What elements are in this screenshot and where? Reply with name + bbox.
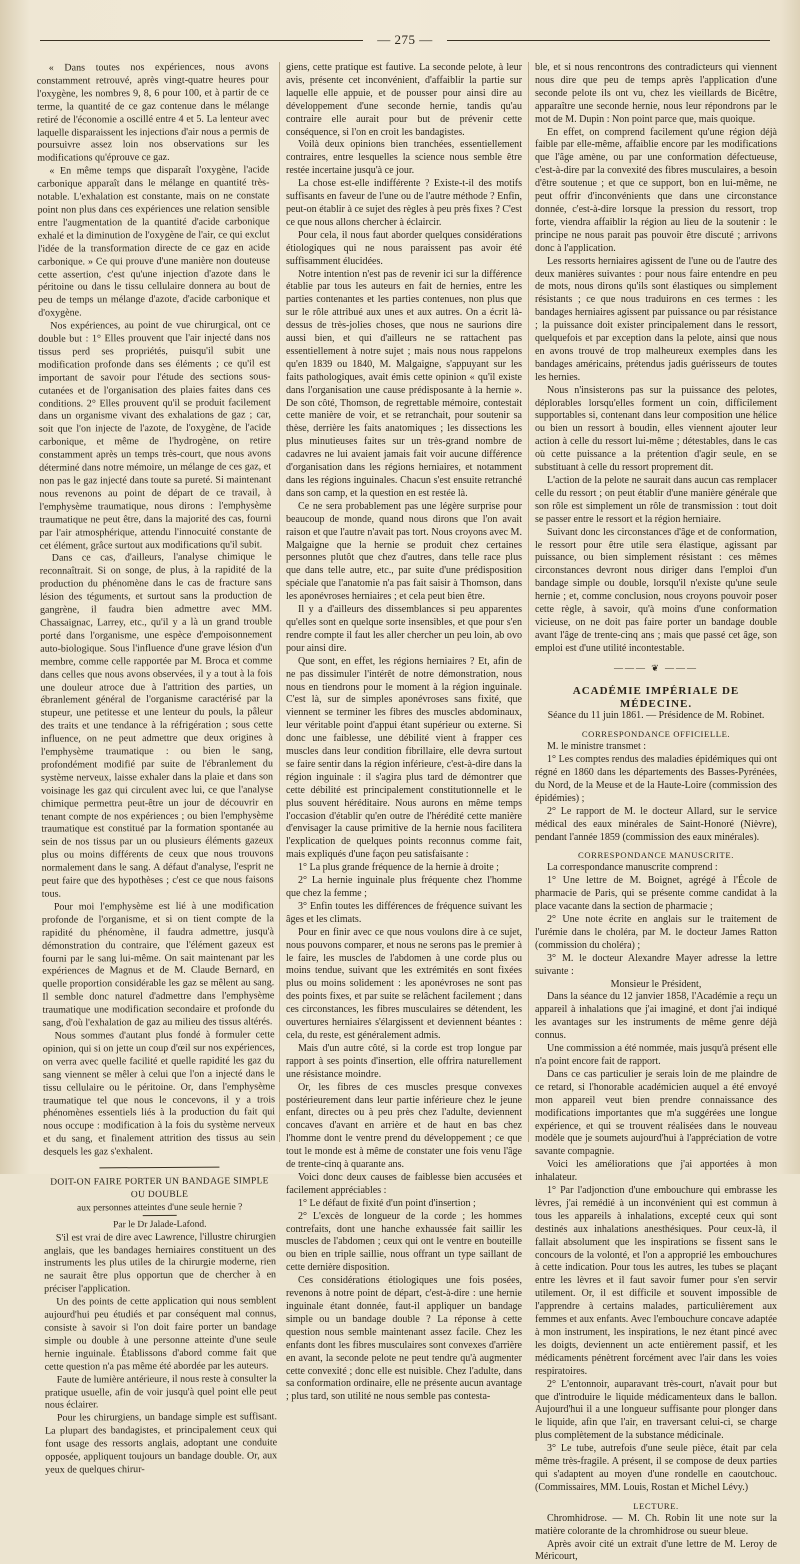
header-rule-left (40, 40, 363, 41)
list-item: 1° La plus grande fréquence de la hernie à droite ; (286, 862, 522, 875)
text-column-2 (286, 62, 522, 1152)
paragraph: 1° Par l'adjonction d'une embouchure qui embrasse les lèvres, j'ai remédié à un inconvénient qui est commun à tous les appareils à inhalations, excepté ceux qui sont destinés aux inhalations anesthésiques. Pour ceux-là, il fallait absolument que les inspirations se fissent sans le concours de la volonté, et l'on a approprié les embouchures à cette indication. Pour tous les autres, les tubes se plaçant entre les lèvres et il faut savoir fumer pour s'en servir utilement. Or, il est difficile et souvent impossible de l'apprendre à certains malades, particulièrement aux femmes et aux enfants. Avec l'embouchure concave adaptée à mon instrument, les inspirations, le nez étant pincé avec les doigts, deviennent un acte entièrement passif, et les médicaments pénètrent forcément avec l'air dans les voies respiratoires. (535, 1185, 777, 1379)
paragraph: Mais d'un autre côté, si la corde est trop longue par rapport à ses points d'insertion, elle offrira naturellement une résistance moindre. (286, 1043, 522, 1082)
paragraph: giens, cette pratique est fautive. La seconde pelote, à leur avis, présente cet inconvénient, d'affaiblir la partie sur laquelle elle appuie, et de pousser pour ainsi dire au développement d'une seconde hernie, tandis qu'au contraire elle aurait pour but de prévenir cette conséquence, si l'on en croit les bandagistes. (286, 62, 522, 139)
paragraph: 1° Les comptes rendus des maladies épidémiques qui ont régné en 1860 dans les départements des Basses-Pyrénées, du Nord, de la Meuse et de la Haute-Loire (commission des épidémies) ; (535, 754, 777, 806)
paragraph: 2° Le rapport de M. le docteur Allard, sur le service médical des eaux minérales de Saint-Honoré (Nièvre), pendant l'année 1859 (commission des eaux minérales). (535, 806, 777, 845)
subsection-title: CORRESPONDANCE OFFICIELLE. (535, 728, 777, 741)
paragraph: Voici donc deux causes de faiblesse bien accusées et facilement appréciables : (286, 1172, 522, 1198)
subsection-title: CORRESPONDANCE MANUSCRITE. (535, 849, 777, 862)
page-number: — 275 — (363, 32, 447, 48)
paragraph: Suivant donc les circonstances d'âge et de conformation, le ressort pour être utile sera élastique, agissant par puissance, ou bien simplement résistant : ces mêmes circonstances devront nous diriger dans l'emploi d'un bandage simple ou double, lorsqu'il n'existe qu'une seule hernie ; et, comme conclusion, nous croyons pouvoir poser cette règle, à savoir, qu'à moins d'une conformation vicieuse, on ne doit pas faire porter un bandage double avant l'âge de trente-cinq ans ; mais que passé cet âge, son emploi est d'une utilité incontestable. (535, 527, 777, 656)
paragraph: Ce ne sera probablement pas une légère surprise pour beaucoup de monde, quand nous dirons que l'on avait raison et que l'autre n'avait pas tort. Nous croyons avec M. Malgaigne que la hernie se produit chez certaines personnes plutôt que chez d'autres, dans telle race plus que dans telle autre, etc., par suite d'une prédisposition spéciale que l'anatomie n'a pas fait saisir à Thomson, dans les aponévroses herniaires ; et cela peut bien être. (286, 501, 522, 604)
section-title: ACADÉMIE IMPÉRIALE DE MÉDECINE. (535, 685, 777, 711)
article-subtitle: aux personnes atteintes d'une seule hernie ? (44, 1201, 276, 1215)
paragraph: Que sont, en effet, les régions herniaires ? Et, afin de ne pas dissimuler l'intérêt de notre démonstration, nous nous en tiendrons pour le moment à la région inguinale. C'est là, sur de simples aponévroses sans fixité, que viennent se terminer les fibres des muscles abdominaux, leur véritable point d'appui étant supérieur ou externe. Si donc une faiblesse, une débilité vient à frapper ces muscles dans leur condition fibrillaire, elle devra surtout se faire sentir dans la région inférieure, c'est-à-dire dans la région inguinale : il s'agira plus tard de démontrer que cette débilité est principalement constitutionnelle et le plus souvent héréditaire. Nous aurons en même temps l'occasion d'établir qu'en outre de l'hérédité cette manière d'envisager la cause primitive de la hernie nous facilitera l'explication de quelques points reconnus comme fait, mais expliqués d'une façon peu satisfaisante : (286, 656, 522, 863)
paragraph: En effet, on comprend facilement qu'une région déjà faible par elle-même, affaiblie encore par les modifications que l'âge amène, ou par une conformation défectueuse, c'est-à-dire par la convexité des fibres musculaires, a besoin d'être soutenue ; et que ce support, bon en lui-même, ne peut offrir d'inconvénients que dans une circonstance donnée, c'est-à-dire lorsque la pression du ressort, trop forte, viendra affaiblir la région au lieu de la soutenir : le principe ne nous parait pas pouvoir être discuté ; arrivons donc à l'application. (535, 127, 777, 256)
paragraph: 3° Le tube, autrefois d'une seule pièce, était par cela même très-fragile. A présent, il se compose de deux parties qui s'adaptent au moyen d'une rondelle en caoutchouc. (Commissaires, MM. Louis, Rostan et Michel Lévy.) (535, 1443, 777, 1495)
paragraph: Faute de lumière antérieure, il nous reste à consulter la pratique usuelle, afin de voir jusqu'à quel point elle peut nous éclairer. (45, 1373, 277, 1413)
text-column-3 (535, 62, 777, 1152)
paragraph: Une commission a été nommée, mais jusqu'à présent elle n'a point encore fait de rapport. (535, 1043, 777, 1069)
list-item: 2° L'excès de longueur de la corde ; les hommes contrefaits, dont une hanche exhaussée fait saillir les muscles de l'abdomen ; ceux qui ont le ventre en bouteille ou bien en triple saillie, nous offrant un type saillant de cette dernière disposition. (286, 1211, 522, 1276)
text-column-1 (37, 61, 276, 1152)
paragraph: Pour moi l'emphysème est lié à une modification profonde de l'organisme, et si on tient compte de la rapidité du phénomène, il faudra admettre, jusqu'à démonstration du contraire, que l'élément gazeux est fourni par le sang lui-même. On sait maintenant par les expériences de Magnus et de M. Claude Bernard, en quelle proportion considérable les gaz se mêlent au sang. Il semble donc naturel d'admettre dans l'emphysème traumatique une modification secondaire et profonde du sang, d'où l'exhalation de gaz au milieu des tissus altérés. (42, 900, 275, 1030)
paragraph: Pour cela, il nous faut aborder quelques considérations étiologiques qui ne nous paraissent pas avoir été suffisamment élucidées. (286, 230, 522, 269)
paragraph: Or, les fibres de ces muscles presque convexes postérieurement dans leur partie inférieure chez le jeune enfant, directes ou à peu près chez l'adulte, deviennent concaves d'avant en arrière et de haut en bas chez l'homme dont le ventre prend du développement ; ce que tout le monde est à même de constater une fois venu l'âge de trente-cinq à quarante ans. (286, 1082, 522, 1172)
list-item: 1° Le défaut de fixité d'un point d'insertion ; (286, 1198, 522, 1211)
title-rule (143, 1215, 177, 1216)
paragraph: Après avoir cité un extrait d'une lettre de M. Leroy de Méricourt, (535, 1539, 777, 1564)
paragraph: 2° Une note écrite en anglais sur le traitement de l'urémie dans le choléra, par M. le docteur James Ratton (commission du choléra) ; (535, 914, 777, 953)
list-item: 2° La hernie inguinale plus fréquente chez l'homme que chez la femme ; (286, 875, 522, 901)
paragraph: Voilà deux opinions bien tranchées, essentiellement contraires, entre lesquelles la science nous semble être restée incertaine jusqu'à ce jour. (286, 139, 522, 178)
paragraph: ble, et si nous rencontrons des contradicteurs qui viennent nous dire que peu de temps après l'application d'une seconde pelote ils ont vu, chez les vieillards de Bicêtre, apparaître une seconde hernie, nous leur répondrons par le mot de M. Dupin : Non point parce que, mais quoique. (535, 62, 777, 127)
paragraph: La chose est-elle indifférente ? Existe-t-il des motifs suffisants en faveur de l'une ou de l'autre méthode ? Enfin, peut-on établir à ce sujet des règles à peu près fixes ? C'est ce que nous allons chercher à éclaircir. (286, 178, 522, 230)
paragraph: Il y a d'ailleurs des dissemblances si peu apparentes qu'elles sont en quelque sorte insensibles, et que pour s'en rendre compte il faut les aller chercher un peu loin, ab ovo pour ainsi dire. (286, 604, 522, 656)
paragraph: L'action de la pelote ne saurait dans aucun cas remplacer celle du ressort ; on peut établir d'une manière générale que son rôle est simplement un rôle de transmission : tout doit se passer entre le ressort et la région herniaire. (535, 475, 777, 527)
column-divider-2 (528, 62, 529, 1142)
paragraph: 1° Une lettre de M. Boignet, agrégé à l'École de pharmacie de Paris, qui se présente comme candidat à la place vacante dans la section de pharmacie ; (535, 875, 777, 914)
paragraph: S'il est vrai de dire avec Lawrence, l'illustre chirurgien anglais, que les bandages herniaires constituent un des instruments les plus utiles de la chirurgie moderne, rien ne saurait être plus opportun que de chercher à en préciser l'application. (44, 1231, 276, 1297)
paragraph: 2° L'entonnoir, auparavant très-court, n'avait pour but que d'introduire le liquide médicamenteux dans le ballon. Aujourd'hui il a une longueur suffisante pour plonger dans le liquide, afin que l'air, en traversant celui-ci, se charge plus complètement de la substance médicinale. (535, 1379, 777, 1444)
article-author: Par le Dr Jalade-Lafond. (44, 1218, 276, 1232)
subsection-title: LECTURE. (535, 1500, 777, 1513)
paragraph: Pour en finir avec ce que nous voulons dire à ce sujet, nous pouvons comparer, et nous ne serons pas le premier à le faire, les muscles de l'abdomen à une corde plus ou moins tendue, suivant que les extrémités en sont fixées plus ou moins solidement : les aponévroses ne sont pas des points fixes, et par suite se relâchent facilement ; dans ces circonstances, les fibres musculaires se détendent, les ouvertures herniaires s'élargissent et deviennent béantes : cela, du reste, est généralement admis. (286, 927, 522, 1043)
paragraph: Chromhidrose. — M. Ch. Robin lit une note sur la matière colorante de la chromhidrose ou sueur bleue. (535, 1513, 777, 1539)
section-ornament: ——— ❦ ——— (535, 662, 777, 675)
paragraph: Pour les chirurgiens, un bandage simple est suffisant. La plupart des bandagistes, et principalement ceux qui font usage des ressorts anglais, adoptant une conduite opposée, appliquent toujours un bandage double. Or, aux yeux de quelques chirur- (45, 1412, 277, 1478)
letter-salutation: Monsieur le Président, (535, 979, 777, 992)
paragraph: La correspondance manuscrite comprend : (535, 862, 777, 875)
paragraph: Nous n'insisterons pas sur la puissance des pelotes, déplorables lorsqu'elles forment un coin, difficilement supportables si, contenant dans leur composition une hélice ou bien un ressort à boudin, elles viennent ajouter leur action à celle du ressort lui-même ; détestables, dans le cas où cette puissance a la prétention d'agir seule, en se substituant à celle du ressort proprement dit. (535, 385, 777, 475)
paragraph: Un des points de cette application qui nous semblent aujourd'hui peu étudiés et par conséquent mal connus, consiste à savoir si l'on doit faire porter un bandage simple ou double à une personne atteinte d'une seule hernie inguinale. Établissons d'abord comme fait que cette question n'a pas même été abordée par les auteurs. (44, 1295, 276, 1374)
article-title: DOIT-ON FAIRE PORTER UN BANDAGE SIMPLE OU DOUBLE (43, 1175, 275, 1202)
paragraph: « Dans toutes nos expériences, nous avons constamment retrouvé, après vingt-quatre heures pour l'oxygène, les nombres 9, 8, 6 pour 100, et à partir de ce terme, la quantité de ce gaz contenue dans le mélange retiré de l'économie a oscillé entre 4 et 5. La lenteur avec laquelle disparaissent les injections d'air nous a permis de poursuivre assez loin nos observations sur les modifications qu'éprouve ce gaz. (37, 61, 270, 166)
paragraph: Voici les améliorations que j'ai apportées à mon inhalateur. (535, 1159, 777, 1185)
header-rule-right (447, 40, 770, 41)
paragraph: Ces considérations étiologiques une fois posées, revenons à notre point de départ, c'est-à-dire : une hernie inguinale étant donnée, faut-il appliquer un bandage simple ou un bandage double ? La réponse à cette question nous semble maintenant assez facile. Chez les enfants dont les fibres musculaires sont convexes d'arrière en avant, la seconde pelote ne peut tendre qu'à augmenter cette convexité ; donc elle est nuisible. Chez l'adulte, dans sa conformation ordinaire, elle ne présente aucun avantage ; plus tard, son utilité ne nous semble pas contesta- (286, 1275, 522, 1404)
paragraph: Dans ce cas particulier je serais loin de me plaindre de ce retard, si l'honorable académicien auquel a été envoyé mon appareil veut bien prendre connaissance des modifications importantes que m'a suggérées une longue expérience, et qui se trouvent réalisées dans le nouveau modèle que je soumets aujourd'hui à l'appréciation de votre savante compagnie. (535, 1069, 777, 1159)
paragraph: 3° M. le docteur Alexandre Mayer adresse la lettre suivante : (535, 953, 777, 979)
article-separator (99, 1167, 219, 1169)
column-divider-1 (279, 62, 280, 1142)
paragraph: Dans la séance du 12 janvier 1858, l'Académie a reçu un appareil à inhalations que j'ai imaginé, et dont j'ai indiqué les avantages sur les instruments de même genre déjà connus. (535, 991, 777, 1043)
paragraph: Notre intention n'est pas de revenir ici sur la différence établie par tous les auteurs en fait de hernies, entre les parties contenantes et les parties contenues, non plus que sur le rôle attribué aux unes et aux autres. On a écrit là-dessus de très-jolies choses, que nous ne saurions dire aussi bien, et qui d'ailleurs ne se rattachent pas essentiellement à notre sujet ; mais nous nous rappelons qu'en 1839 ou 1840, M. Malgaigne, s'appuyant sur les faits pathologiques, avait émis cette opinion « qu'il existe dans l'organisation une cause prédisposante à la hernie ». De son côté, Thomson, de regrettable mémoire, contestait cette manière de voir, et se retranchait, pour soutenir sa thèse, derrière les faits anatomiques ; les dissections les plus minutieuses faites sur un très-grand nombre de cadavres ne lui avaient jamais fait voir aucune différence d'organisation dans les régions herniaires, et notamment dans les régions inguinales. Chacun s'est ensuite retranché dans son camp, et la question en est restée là. (286, 269, 522, 501)
session-line: Séance du 11 juin 1861. — Présidence de M. Robinet. (535, 710, 777, 723)
paragraph: Nos expériences, au point de vue chirurgical, ont ce double but : 1° Elles prouvent que l'air injecté dans nos tissus perd ses propriétés, puisqu'il subit une modification profonde dans ses éléments ; ce qu'il est important de savoir pour l'étude des sections sous-cutanées et de l'organisation des plaies faites dans ces conditions. 2° Elles prouvent qu'il se produit facilement dans un organisme vivant des exhalations de gaz ; car, soit que l'on injecte de l'azote, de l'oxygène, de l'acide carbonique, et même de l'hydrogène, on retire constamment après un temps très-court, que nous avons déterminé dans notre mémoire, un mélange de ces gaz, et non pas le gaz injecté dans toute sa pureté. Si maintenant nous revenons au point de départ de ce travail, à l'emphysème traumatique, nous dirons : l'emphysème traumatique ne peut être, dans la majorité des cas, fourni par l'air atmosphérique, attendu l'innocuité constante de cet élément, grâce surtout aux modifications qu'il subit. (38, 319, 271, 553)
paragraph: Les ressorts herniaires agissent de l'une ou de l'autre des deux manières suivantes : pour nous faire entendre en peu de mots, nous dirons qu'ils sont élastiques ou simplement résistants ; ce que nous traduirons en ces termes : les bandages herniaires agissent par puissance ou par résistance ; la puissance doit exister principalement dans le ressort, quelquefois et par exception dans la pelote, ainsi que nous en avons trouvé de trop malheureux exemples dans les bandages américains, prétendus jadis guérisseurs de toutes les hernies. (535, 256, 777, 385)
paragraph: « En même temps que disparaît l'oxygène, l'acide carbonique apparaît dans le mélange en quantité très-notable. L'exhalation est constante, mais on ne constate point non plus dans ces expériences une relation sensible entre l'augmentation de la quantité d'acide carbonique exhalé et la diminution de l'oxygène de l'air, ce qui exclut l'idée de la transformation directe de ce gaz en acide carbonique. » Ce qui prouve d'une manière non douteuse cette assertion, c'est qu'une injection d'azote dans le péritoine ou dans le tissu cellulaire donnera au bout de peu de temps un mélange d'azote, d'acide carbonique et d'oxygène. (37, 165, 270, 321)
page-header (40, 30, 770, 50)
paragraph: M. le ministre transmet : (535, 741, 777, 754)
paragraph: Nous sommes d'autant plus fondé à formuler cette opinion, qui si on jette un coup d'œil sur nos expériences, on verra avec quelle facilité et quelle rapidité les gaz du sang viennent se mêler à celui que l'on a injecté dans le tissu cellulaire ou le péritoine. Or, dans l'emphysème traumatique tel que nous le concevons, il y a trois phénomènes essentiels liés à la production du fait qui nous occupe : modification à la fois du système nerveux et du sang, et finalement attrition des tissus au sein desquels les gaz s'exhalent. (43, 1029, 276, 1159)
list-item: 3° Enfin toutes les différences de fréquence suivant les âges et les climats. (286, 901, 522, 927)
paragraph: Dans ce cas, d'ailleurs, l'analyse chimique le reconnaîtrait. Si on songe, de plus, à la rapidité de la production du phénomène dans le cas de fracture sans lésion des téguments, et surtout sans la production de gangrène, il faudra bien admettre avec MM. Chassaignac, Larrey, etc., qu'il y a là un grand trouble porté dans l'organisme, une espèce d'empoisonnement auto-biologique. Sous l'influence d'une grave lésion d'un membre, comme celle rapportée par M. Broca et comme dans celles que nous avons observées, il y a tout à la fois une douleur atroce due à l'attrition des parties, un ébranlement général de l'organisme caractérisé par la stupeur, une petitesse et une lenteur du pouls, la pâleur des traits et une tendance à la réfrigération ; sous cette influence, on ne peut admettre que deux origines à l'emphysème traumatique : ou bien le sang, profondément modifié par suite de l'ébranlement du système nerveux, laisse exhaler dans la plaie et dans son voisinage les gaz qui circulent avec lui, ce que l'analyse chimique permettra peut-être un jour de découvrir en tenant compte de nos expériences ; ou bien l'emphysème traumatique est constitué par la formation spontanée au sein de nos tissus par un ou plusieurs éléments gazeux plus ou moins différents de ceux que nous trouvons normalement dans le sang. A défaut d'analyse, l'esprit ne peut faire que des hypothèses ; c'est ce que nous faisons tous. (40, 552, 274, 902)
